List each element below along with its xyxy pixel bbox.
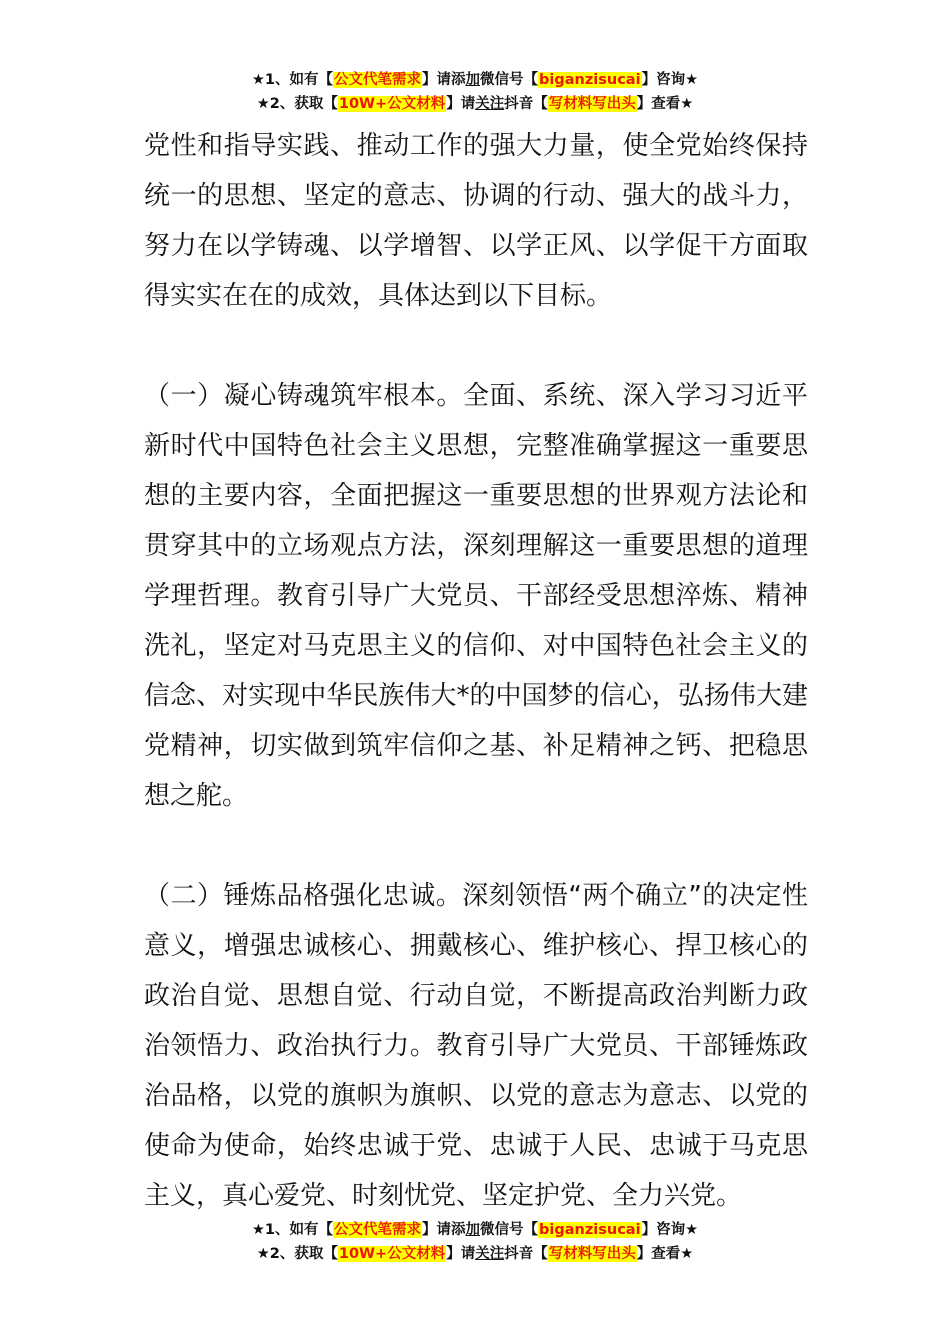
highlight-writing-service: 公文代笔需求 xyxy=(334,1222,422,1238)
footer-banner xyxy=(0,1218,950,1266)
banner-text: 抖音【 xyxy=(504,96,548,112)
paragraph-section-1: （一）凝心铸魂筑牢根本。全面、系统、深入学习习近平新时代中国特色社会主义思想，完整准确掌握这一重要思想的主要内容，全面把握这一重要思想的世界观方法论和贯穿其中的立场观点方法，深刻理解这一重要思想的道理学理哲理。教育引导广大党员、干部经受思想淬炼、精神洗礼，坚定对马克思主义的信仰、对中国特色社会主义的信念、对实现中华民族伟大*的中国梦的信心，弘扬伟大建党精神，切实做到筑牢信仰之基、补足精神之钙、把稳思想之舵。 xyxy=(144,381,808,811)
banner-text: 】请添 xyxy=(422,1222,466,1238)
paragraph-gap xyxy=(144,321,808,371)
banner-text: 】咨询★ xyxy=(641,72,699,88)
banner-line-2 xyxy=(0,92,950,116)
banner-text: ★2、获取【 xyxy=(256,1246,338,1262)
banner-text: 抖音【 xyxy=(504,1246,548,1262)
document-body xyxy=(144,121,808,1221)
header-banner xyxy=(0,68,950,116)
banner-text: 微信号【 xyxy=(480,1222,539,1238)
underlined-text: 加 xyxy=(465,72,481,88)
banner-line-1 xyxy=(0,1218,950,1242)
banner-text: ★1、如有【 xyxy=(251,1222,334,1238)
highlight-wechat-id: biganzisucai xyxy=(539,72,641,88)
banner-text: 】查看★ xyxy=(636,1246,694,1262)
highlight-materials: 10W+公文材料 xyxy=(338,96,446,112)
underlined-text: 关注 xyxy=(475,96,505,112)
banner-text: 】请添 xyxy=(422,72,466,88)
banner-text: 】请 xyxy=(446,96,476,112)
highlight-douyin-account: 写材料写出头 xyxy=(548,96,636,112)
highlight-douyin-account: 写材料写出头 xyxy=(548,1246,636,1262)
highlight-wechat-id: biganzisucai xyxy=(539,1222,641,1238)
banner-line-2 xyxy=(0,1242,950,1266)
highlight-writing-service: 公文代笔需求 xyxy=(334,72,422,88)
underlined-text: 加 xyxy=(465,1222,481,1238)
banner-text: 】咨询★ xyxy=(641,1222,699,1238)
paragraph-intro: 党性和指导实践、推动工作的强大力量，使全党始终保持统一的思想、坚定的意志、协调的行动、强大的战斗力，努力在以学铸魂、以学增智、以学正风、以学促干方面取得实实在在的成效，具体达到以下目标。 xyxy=(144,131,808,311)
banner-text: 】查看★ xyxy=(636,96,694,112)
paragraph-section-2: （二）锤炼品格强化忠诚。深刻领悟“两个确立”的决定性意义，增强忠诚核心、拥戴核心、维护核心、捍卫核心的政治自觉、思想自觉、行动自觉，不断提高政治判断力政治领悟力、政治执行力。教育引导广大党员、干部锤炼政治品格，以党的旗帜为旗帜、以党的意志为意志、以党的使命为使命，始终忠诚于党、忠诚于人民、忠诚于马克思主义，真心爱党、时刻忧党、坚定护党、全力兴党。 xyxy=(144,881,808,1211)
banner-text: ★2、获取【 xyxy=(256,96,338,112)
banner-text: ★1、如有【 xyxy=(251,72,334,88)
banner-line-1 xyxy=(0,68,950,92)
paragraph-gap xyxy=(144,821,808,871)
highlight-materials: 10W+公文材料 xyxy=(338,1246,446,1262)
banner-text: 】请 xyxy=(446,1246,476,1262)
banner-text: 微信号【 xyxy=(480,72,539,88)
underlined-text: 关注 xyxy=(475,1246,505,1262)
